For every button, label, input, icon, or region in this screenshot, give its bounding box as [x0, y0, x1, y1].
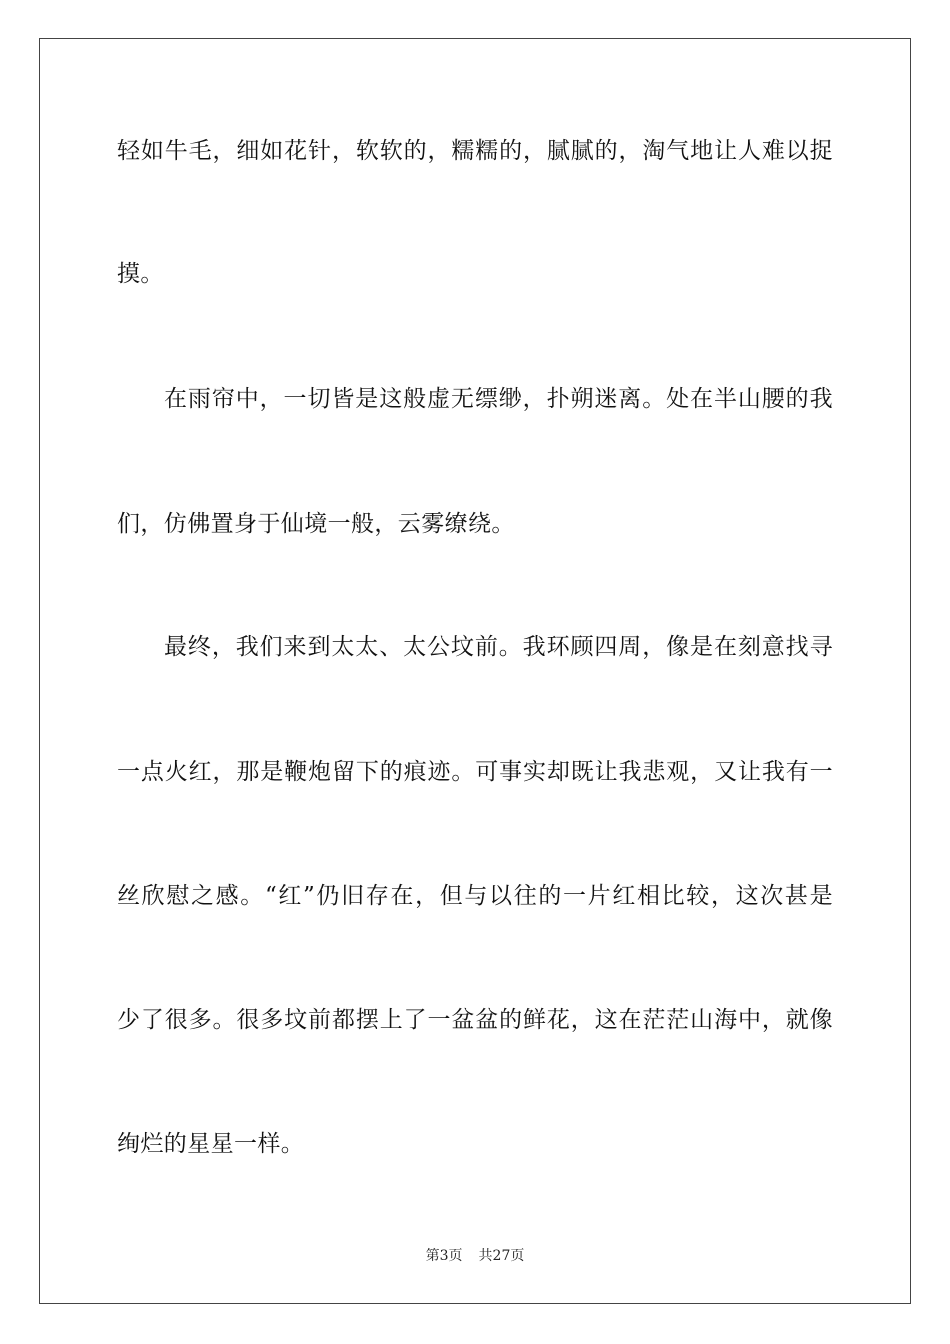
- text-line: 少了很多。很多坟前都摆上了一盆盆的鲜花，这在茫茫山海中，就像: [117, 1007, 833, 1033]
- text-line: 们，仿佛置身于仙境一般，云雾缭绕。: [117, 511, 515, 537]
- text-line: 轻如牛毛，细如花针，软软的，糯糯的，腻腻的，淘气地让人难以捉: [117, 138, 833, 164]
- page-footer: [0, 1246, 950, 1266]
- text-line: 绚烂的星星一样。: [117, 1131, 305, 1157]
- text-line: 摸。: [117, 261, 164, 287]
- text-line: 一点火红，那是鞭炮留下的痕迹。可事实却既让我悲观，又让我有一: [117, 759, 833, 785]
- text-line: 在雨帘中，一切皆是这般虚无缥缈，扑朔迷离。处在半山腰的我: [164, 386, 833, 412]
- page-total: 共27页: [478, 1248, 525, 1264]
- page-border: [39, 38, 911, 1304]
- page-number: 第3页: [425, 1248, 463, 1264]
- text-line: 丝欣慰之感。“红”仍旧存在，但与以往的一片红相比较，这次甚是: [117, 883, 833, 909]
- text-line: 最终，我们来到太太、太公坟前。我环顾四周，像是在刻意找寻: [164, 634, 833, 660]
